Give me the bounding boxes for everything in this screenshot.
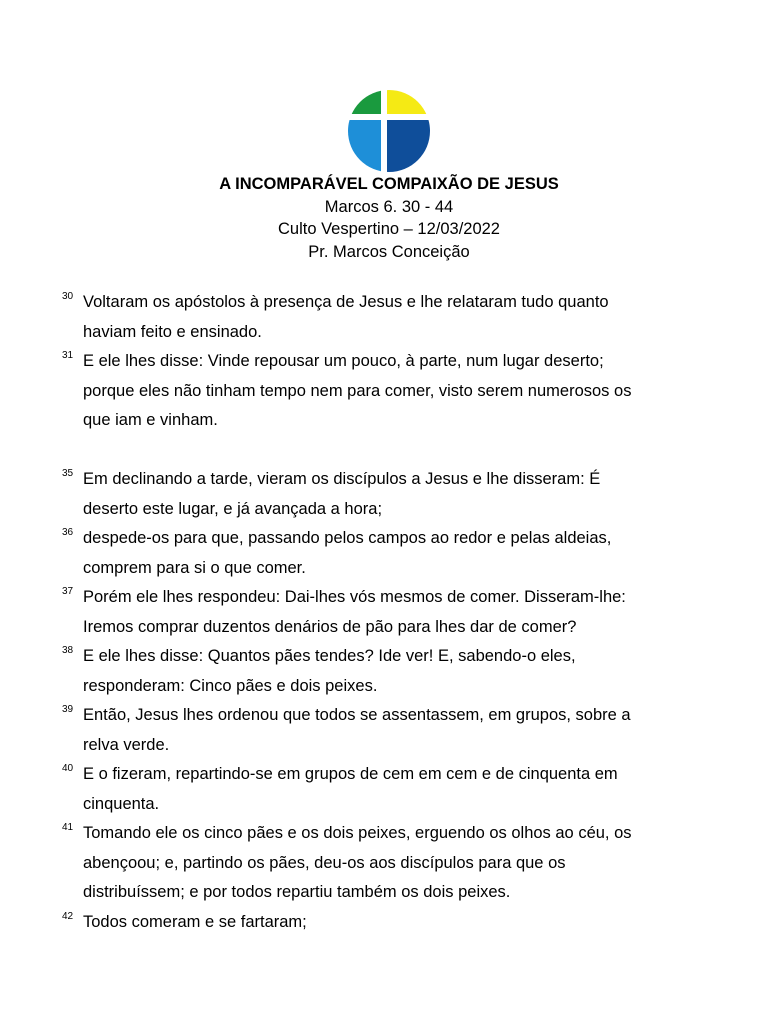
verse bbox=[62, 908, 712, 938]
verse-line: responderam: Cinco pães e dois peixes. bbox=[83, 676, 378, 695]
verse-number: 41 bbox=[62, 822, 74, 833]
verse-number: 35 bbox=[62, 468, 74, 479]
verse bbox=[62, 524, 712, 583]
verse-number: 42 bbox=[62, 910, 74, 922]
verse-number: 39 bbox=[62, 704, 74, 715]
logo-dark-blue-segment bbox=[387, 120, 431, 173]
verse-line: despede-os para que, passando pelos campos ao redor e pelas aldeias, bbox=[83, 529, 612, 547]
verse bbox=[62, 819, 712, 908]
verse bbox=[62, 642, 712, 701]
verse-number: 38 bbox=[62, 645, 74, 656]
verse-line: deserto este lugar, e já avançada a hora; bbox=[83, 499, 383, 518]
verse-number: 40 bbox=[62, 763, 74, 774]
verse-line: cinquenta. bbox=[83, 794, 160, 813]
logo-yellow-segment bbox=[387, 89, 431, 114]
verse-line: E ele lhes disse: Vinde repousar um pouco, à parte, num lugar deserto; bbox=[83, 352, 604, 370]
verse-number: 36 bbox=[62, 527, 74, 538]
verse bbox=[62, 288, 712, 347]
verse-line: Tomando ele os cinco pães e os dois peixes, erguendo os olhos ao céu, os bbox=[83, 824, 632, 842]
verse bbox=[62, 465, 712, 524]
verse bbox=[62, 583, 712, 642]
verse bbox=[62, 701, 712, 760]
document-title: A INCOMPARÁVEL COMPAIXÃO DE JESUS bbox=[219, 175, 559, 193]
verse-line: relva verde. bbox=[83, 735, 170, 754]
scripture-reference: Marcos 6. 30 - 44 bbox=[324, 197, 454, 216]
verse-number: 37 bbox=[62, 586, 74, 597]
verse-line: Em declinando a tarde, vieram os discípulos a Jesus e lhe disseram: É bbox=[83, 470, 601, 488]
verse-line: Voltaram os apóstolos à presença de Jesus e lhe relataram tudo quanto bbox=[83, 293, 609, 311]
verse-line: Porém ele lhes respondeu: Dai-lhes vós mesmos de comer. Disseram-lhe: bbox=[83, 588, 626, 606]
service-info: Culto Vespertino – 12/03/2022 bbox=[277, 220, 500, 238]
church-logo bbox=[347, 89, 431, 173]
verse-line: E o fizeram, repartindo-se em grupos de cem em cem e de cinquenta em bbox=[83, 765, 618, 783]
verse-list bbox=[62, 288, 712, 937]
verse bbox=[62, 760, 712, 819]
logo-green-segment bbox=[347, 89, 381, 114]
verse-line: que iam e vinham. bbox=[83, 411, 218, 429]
verse-line: Então, Jesus lhes ordenou que todos se assentassem, em grupos, sobre a bbox=[83, 706, 631, 724]
verse-line: porque eles não tinham tempo nem para comer, visto serem numerosos os bbox=[83, 381, 632, 400]
verse-line: abençoou; e, partindo os pães, deu-os aos discípulos para que os bbox=[83, 853, 566, 872]
verse-line: E ele lhes disse: Quantos pães tendes? Ide ver! E, sabendo-o eles, bbox=[83, 647, 576, 665]
verse-line: comprem para si o que comer. bbox=[83, 558, 306, 577]
logo-light-blue-segment bbox=[347, 120, 381, 173]
verse bbox=[62, 347, 712, 436]
verse-line: Iremos comprar duzentos denários de pão para lhes dar de comer? bbox=[83, 617, 577, 636]
verse-line: haviam feito e ensinado. bbox=[83, 322, 262, 341]
verse-number: 31 bbox=[62, 350, 74, 361]
verse-number: 30 bbox=[62, 291, 74, 302]
preacher-name: Pr. Marcos Conceição bbox=[308, 242, 470, 261]
verse-line: Todos comeram e se fartaram; bbox=[83, 912, 307, 931]
document-header bbox=[0, 173, 768, 263]
verse-line: distribuíssem; e por todos repartiu também os dois peixes. bbox=[83, 883, 511, 901]
